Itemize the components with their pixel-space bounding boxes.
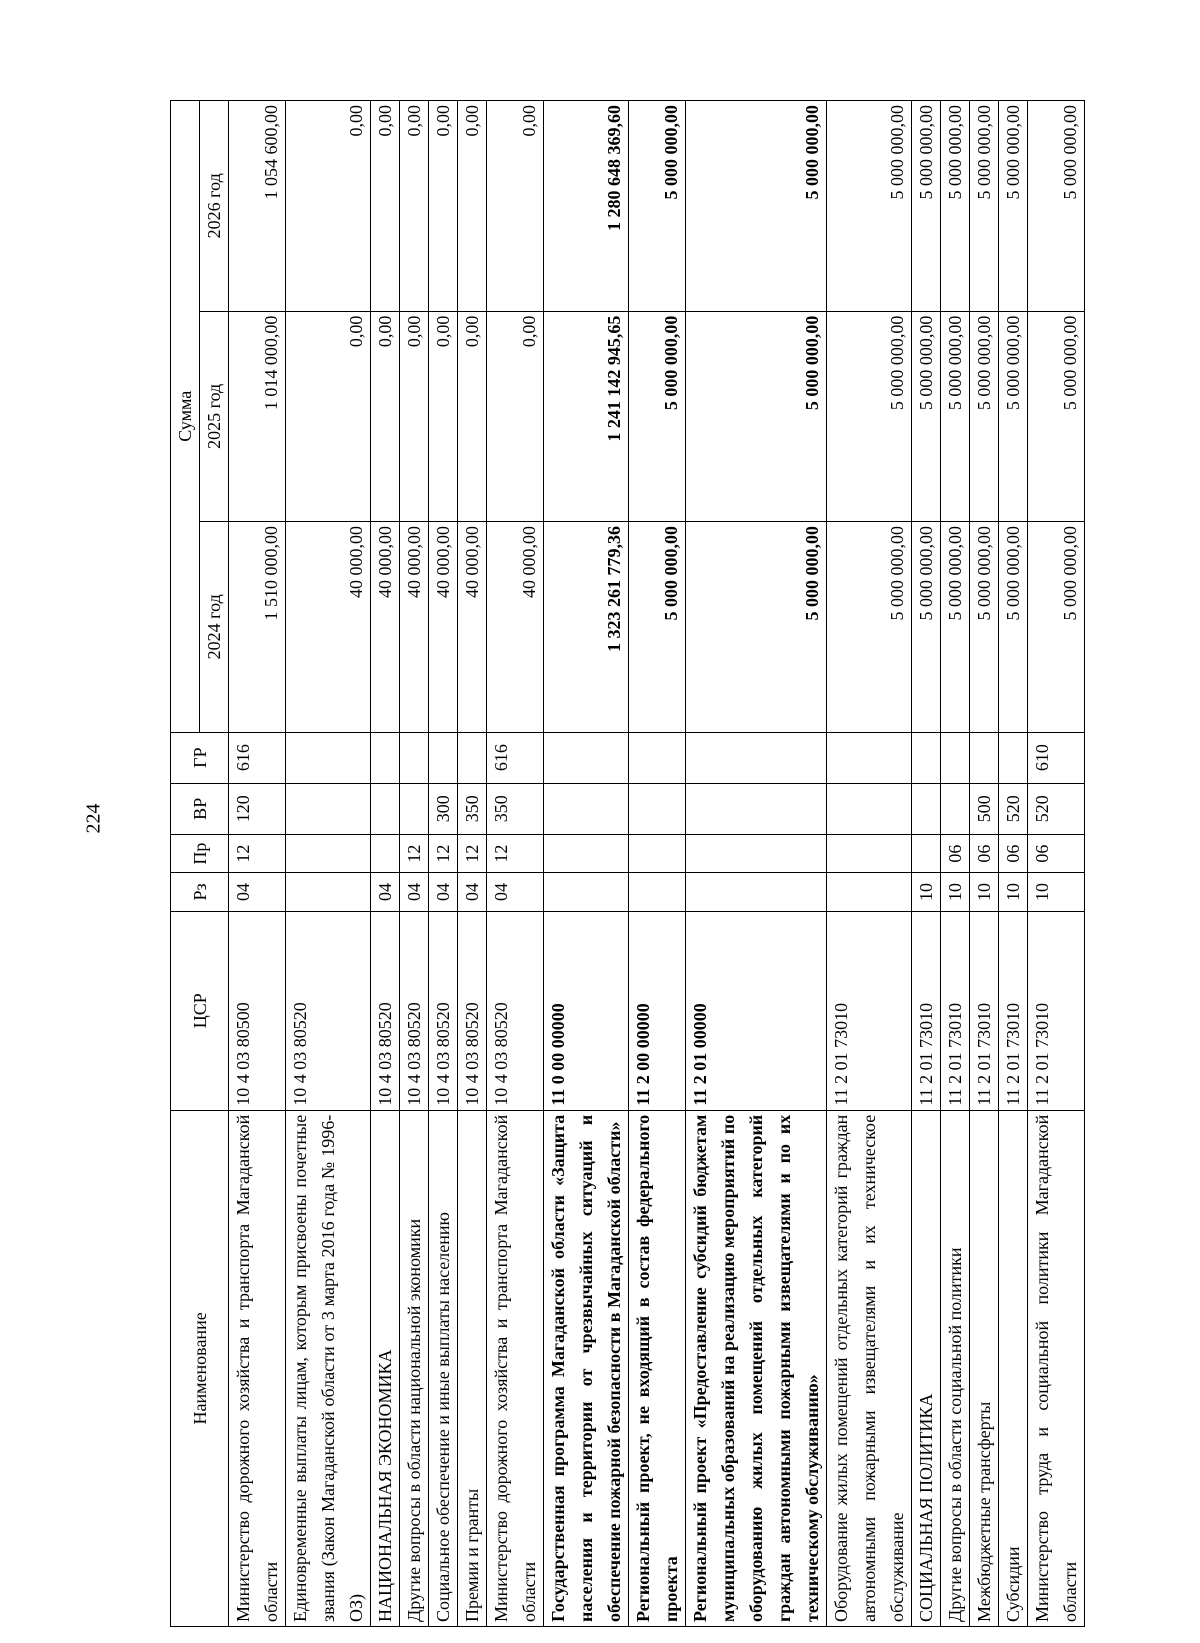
row-2026: 5 000 000,00 xyxy=(912,101,941,312)
row-2026: 1 054 600,00 xyxy=(229,101,286,312)
row-csr: 10 4 03 80520 xyxy=(487,911,544,1110)
row-rz: 04 xyxy=(400,873,429,911)
row-pr xyxy=(912,834,941,872)
page-number: 224 xyxy=(82,803,105,833)
row-csr: 11 2 01 73010 xyxy=(827,911,912,1110)
budget-table xyxy=(170,100,1085,1627)
row-2025: 5 000 000,00 xyxy=(1028,311,1085,521)
row-2025: 5 000 000,00 xyxy=(686,311,827,521)
row-gr xyxy=(371,732,400,783)
row-rz xyxy=(544,873,629,911)
row-csr: 10 4 03 80520 xyxy=(371,911,400,1110)
row-2025: 0,00 xyxy=(286,311,371,521)
row-gr xyxy=(912,732,941,783)
table-row xyxy=(286,101,371,1627)
row-vr: 350 xyxy=(487,783,544,834)
row-2025: 1 014 000,00 xyxy=(229,311,286,521)
table-row xyxy=(686,101,827,1627)
table-row xyxy=(912,101,941,1627)
row-name: Единовременные выплаты лицам, которым присвоены почетные звания (Закон Магаданской области от 3 марта 2016 года № 1996-ОЗ) xyxy=(286,1110,371,1626)
row-2026: 0,00 xyxy=(400,101,429,312)
row-vr: 520 xyxy=(1028,783,1085,834)
row-csr: 11 0 00 00000 xyxy=(544,911,629,1110)
header-row xyxy=(171,101,200,1627)
row-vr xyxy=(686,783,827,834)
row-rz xyxy=(686,873,827,911)
row-name: НАЦИОНАЛЬНАЯ ЭКОНОМИКА xyxy=(371,1110,400,1626)
row-gr xyxy=(941,732,970,783)
row-name: Премии и гранты xyxy=(458,1110,487,1626)
row-gr: 616 xyxy=(487,732,544,783)
row-2024: 5 000 000,00 xyxy=(912,522,941,732)
row-csr: 11 2 01 73010 xyxy=(941,911,970,1110)
row-pr: 12 xyxy=(400,834,429,872)
row-name: Межбюджетные трансферты xyxy=(970,1110,999,1626)
row-2025: 5 000 000,00 xyxy=(941,311,970,521)
row-vr: 300 xyxy=(429,783,458,834)
row-vr: 120 xyxy=(229,783,286,834)
row-csr: 11 2 00 00000 xyxy=(629,911,686,1110)
row-gr xyxy=(400,732,429,783)
row-2025: 0,00 xyxy=(458,311,487,521)
row-2024: 5 000 000,00 xyxy=(629,522,686,732)
row-csr: 10 4 03 80500 xyxy=(229,911,286,1110)
row-vr xyxy=(544,783,629,834)
row-gr xyxy=(827,732,912,783)
table-row xyxy=(544,101,629,1627)
row-gr xyxy=(544,732,629,783)
header-2024: 2024 год xyxy=(200,522,229,732)
row-2024: 5 000 000,00 xyxy=(827,522,912,732)
row-2024: 5 000 000,00 xyxy=(1028,522,1085,732)
row-2025: 5 000 000,00 xyxy=(970,311,999,521)
row-csr: 10 4 03 80520 xyxy=(429,911,458,1110)
row-2026: 5 000 000,00 xyxy=(1028,101,1085,312)
row-2026: 0,00 xyxy=(458,101,487,312)
table-row xyxy=(1028,101,1085,1627)
row-2024: 1 510 000,00 xyxy=(229,522,286,732)
row-2026: 0,00 xyxy=(371,101,400,312)
header-name: Наименование xyxy=(171,1110,229,1626)
row-gr xyxy=(970,732,999,783)
row-gr xyxy=(458,732,487,783)
row-name: Социальное обеспечение и иные выплаты населению xyxy=(429,1110,458,1626)
row-vr: 520 xyxy=(999,783,1028,834)
table-row xyxy=(458,101,487,1627)
row-pr xyxy=(686,834,827,872)
row-rz: 10 xyxy=(999,873,1028,911)
row-csr: 10 4 03 80520 xyxy=(286,911,371,1110)
row-name: Министерство труда и социальной политики Магаданской области xyxy=(1028,1110,1085,1626)
row-csr: 10 4 03 80520 xyxy=(458,911,487,1110)
header-rz: Рз xyxy=(171,873,229,911)
row-name: Другие вопросы в области национальной экономики xyxy=(400,1110,429,1626)
row-csr: 10 4 03 80520 xyxy=(400,911,429,1110)
row-vr xyxy=(400,783,429,834)
row-pr: 12 xyxy=(487,834,544,872)
row-2025: 5 000 000,00 xyxy=(827,311,912,521)
table-row xyxy=(371,101,400,1627)
row-pr: 06 xyxy=(999,834,1028,872)
header-sum: Сумма xyxy=(171,101,200,733)
row-gr xyxy=(999,732,1028,783)
row-2024: 40 000,00 xyxy=(429,522,458,732)
row-2024: 1 323 261 779,36 xyxy=(544,522,629,732)
row-rz: 10 xyxy=(1028,873,1085,911)
row-vr xyxy=(371,783,400,834)
row-2024: 5 000 000,00 xyxy=(970,522,999,732)
row-2025: 5 000 000,00 xyxy=(629,311,686,521)
table-body xyxy=(229,101,1085,1627)
row-gr xyxy=(686,732,827,783)
header-2026: 2026 год xyxy=(200,101,229,312)
row-csr: 11 2 01 73010 xyxy=(912,911,941,1110)
row-csr: 11 2 01 00000 xyxy=(686,911,827,1110)
row-name: Министерство дорожного хозяйства и транспорта Магаданской области xyxy=(487,1110,544,1626)
row-name: Государственная программа Магаданской области «Защита населения и территории от чрезвычайных ситуаций и обеспечение пожарной безопасности в Магаданской области» xyxy=(544,1110,629,1626)
row-rz: 10 xyxy=(941,873,970,911)
row-2025: 0,00 xyxy=(400,311,429,521)
header-pr: Пр xyxy=(171,834,229,872)
header-gr: ГР xyxy=(171,732,229,783)
row-vr xyxy=(941,783,970,834)
row-gr xyxy=(429,732,458,783)
row-2025: 0,00 xyxy=(487,311,544,521)
table-row xyxy=(827,101,912,1627)
row-rz xyxy=(629,873,686,911)
row-vr xyxy=(286,783,371,834)
header-2025: 2025 год xyxy=(200,311,229,521)
row-2025: 5 000 000,00 xyxy=(912,311,941,521)
row-name: СОЦИАЛЬНАЯ ПОЛИТИКА xyxy=(912,1110,941,1626)
row-2024: 5 000 000,00 xyxy=(941,522,970,732)
row-csr: 11 2 01 73010 xyxy=(1028,911,1085,1110)
row-pr xyxy=(544,834,629,872)
row-pr: 06 xyxy=(1028,834,1085,872)
row-name: Другие вопросы в области социальной политики xyxy=(941,1110,970,1626)
row-pr: 12 xyxy=(458,834,487,872)
row-2026: 5 000 000,00 xyxy=(999,101,1028,312)
row-pr: 12 xyxy=(229,834,286,872)
row-pr xyxy=(827,834,912,872)
row-2025: 0,00 xyxy=(429,311,458,521)
row-rz: 10 xyxy=(970,873,999,911)
row-2026: 1 280 648 369,60 xyxy=(544,101,629,312)
row-2024: 5 000 000,00 xyxy=(999,522,1028,732)
row-rz: 04 xyxy=(371,873,400,911)
row-gr xyxy=(286,732,371,783)
row-csr: 11 2 01 73010 xyxy=(999,911,1028,1110)
row-pr: 12 xyxy=(429,834,458,872)
row-2026: 5 000 000,00 xyxy=(970,101,999,312)
row-rz: 04 xyxy=(229,873,286,911)
table-row xyxy=(999,101,1028,1627)
row-rz: 10 xyxy=(912,873,941,911)
row-2026: 0,00 xyxy=(286,101,371,312)
row-2025: 5 000 000,00 xyxy=(999,311,1028,521)
row-rz: 04 xyxy=(458,873,487,911)
table-row xyxy=(970,101,999,1627)
row-2026: 5 000 000,00 xyxy=(686,101,827,312)
row-2026: 5 000 000,00 xyxy=(941,101,970,312)
row-2025: 0,00 xyxy=(371,311,400,521)
row-name: Региональный проект, не входящий в состав федерального проекта xyxy=(629,1110,686,1626)
row-vr: 350 xyxy=(458,783,487,834)
table-row xyxy=(487,101,544,1627)
row-gr: 616 xyxy=(229,732,286,783)
row-2026: 5 000 000,00 xyxy=(827,101,912,312)
row-name: Министерство дорожного хозяйства и транспорта Магаданской области xyxy=(229,1110,286,1626)
row-2024: 40 000,00 xyxy=(400,522,429,732)
row-pr: 06 xyxy=(970,834,999,872)
header-vr: ВР xyxy=(171,783,229,834)
row-pr xyxy=(629,834,686,872)
row-vr: 500 xyxy=(970,783,999,834)
row-2026: 0,00 xyxy=(429,101,458,312)
row-pr: 06 xyxy=(941,834,970,872)
row-csr: 11 2 01 73010 xyxy=(970,911,999,1110)
row-rz xyxy=(827,873,912,911)
row-vr xyxy=(912,783,941,834)
row-2024: 40 000,00 xyxy=(371,522,400,732)
row-gr xyxy=(629,732,686,783)
row-pr xyxy=(286,834,371,872)
row-name: Региональный проект «Предоставление субсидий бюджетам муниципальных образований на реализацию мероприятий по оборудованию жилых помещений отдельных категорий граждан автономными пожарными извещателями и по их техническому обслуживанию» xyxy=(686,1110,827,1626)
header-csr: ЦСР xyxy=(171,911,229,1110)
row-name: Субсидии xyxy=(999,1110,1028,1626)
row-name: Оборудование жилых помещений отдельных категорий граждан автономными пожарными извещателями и их техническое обслуживание xyxy=(827,1110,912,1626)
table-row xyxy=(429,101,458,1627)
row-vr xyxy=(629,783,686,834)
row-2026: 0,00 xyxy=(487,101,544,312)
rotated-page xyxy=(170,100,1190,1627)
table-row xyxy=(229,101,286,1627)
row-2024: 5 000 000,00 xyxy=(686,522,827,732)
row-2024: 40 000,00 xyxy=(487,522,544,732)
row-2024: 40 000,00 xyxy=(458,522,487,732)
row-pr xyxy=(371,834,400,872)
row-vr xyxy=(827,783,912,834)
row-rz: 04 xyxy=(429,873,458,911)
row-2024: 40 000,00 xyxy=(286,522,371,732)
row-gr: 610 xyxy=(1028,732,1085,783)
table-row xyxy=(629,101,686,1627)
row-rz: 04 xyxy=(487,873,544,911)
table-row xyxy=(941,101,970,1627)
row-2026: 5 000 000,00 xyxy=(629,101,686,312)
row-2025: 1 241 142 945,65 xyxy=(544,311,629,521)
row-rz xyxy=(286,873,371,911)
table-row xyxy=(400,101,429,1627)
